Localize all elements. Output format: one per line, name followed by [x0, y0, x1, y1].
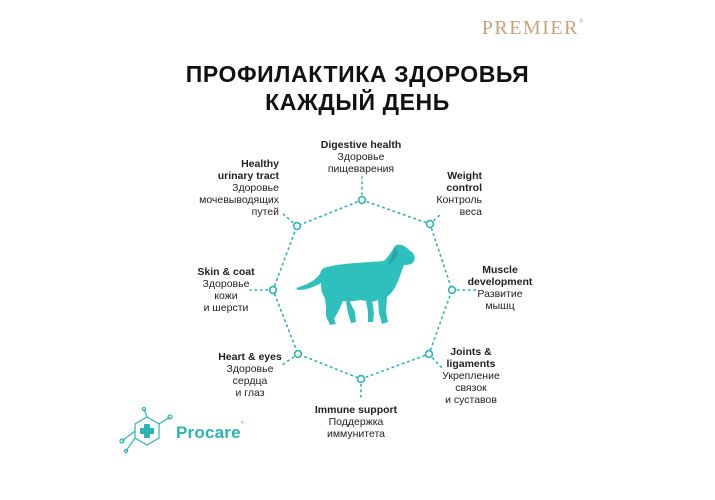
- benefit-desc-line: Развитие: [477, 288, 523, 300]
- node-heart: [295, 351, 302, 358]
- benefit-title: Digestive health: [320, 139, 402, 151]
- benefit-desc-line: и шерсти: [203, 302, 249, 314]
- benefit-desc-line: Здоровье: [202, 278, 250, 290]
- benefit-desc-line: связок: [455, 382, 487, 394]
- benefit-title: Weight control: [446, 170, 482, 194]
- benefit-desc-line: и суставов: [445, 394, 497, 406]
- benefit-title: Muscle development: [467, 264, 533, 288]
- registered-mark: ®: [578, 19, 585, 25]
- benefit-desc-line: Здоровье: [337, 151, 385, 163]
- benefit-desc-line: Здоровье: [232, 182, 279, 194]
- benefit-desc-line: Поддержка: [328, 416, 384, 428]
- benefit-desc-line: сердца: [232, 375, 268, 387]
- benefit-desc-line: Укрепление: [442, 370, 500, 382]
- benefit-desc-line: кожи: [214, 290, 238, 302]
- benefit-heart-eyes: [218, 351, 282, 399]
- node-digestive: [359, 197, 366, 204]
- title-line-2: КАЖДЫЙ ДЕНЬ: [265, 89, 450, 115]
- benefit-skin-coat: [197, 266, 254, 314]
- benefit-desc-line: путей: [251, 206, 279, 218]
- procare-logo-text: [176, 420, 245, 443]
- benefit-desc-line: мочевыводящих: [199, 194, 279, 206]
- benefit-digestive-health: [321, 139, 402, 175]
- premier-logo-text: PREMIER: [481, 17, 579, 39]
- benefit-desc-line: Контроль: [436, 194, 482, 206]
- benefit-weight-control: [436, 170, 482, 218]
- benefit-joints-ligaments: [442, 346, 500, 406]
- benefit-immune-support: [315, 404, 397, 440]
- benefit-title: Immune support: [314, 404, 398, 416]
- benefit-title: Joints & ligaments: [446, 346, 496, 370]
- node-joints: [426, 351, 433, 358]
- benefit-desc-line: и глаз: [235, 387, 265, 399]
- procare-mark: °: [240, 420, 245, 429]
- node-weight: [427, 221, 434, 228]
- benefit-desc-line: иммунитета: [326, 428, 386, 440]
- dog-icon: [296, 245, 415, 325]
- node-skin: [270, 287, 277, 294]
- procare-molecule-icon: [118, 407, 176, 455]
- node-urinary: [294, 223, 301, 230]
- benefit-desc-line: мышц: [485, 300, 515, 312]
- benefit-title: Skin & coat: [197, 266, 255, 278]
- benefit-desc-line: пищеварения: [327, 163, 395, 175]
- benefit-muscle-development: [468, 264, 533, 312]
- procare-name: Procare: [176, 423, 241, 442]
- benefit-title: Heart & eyes: [218, 351, 282, 363]
- benefit-desc-line: Здоровье: [226, 363, 274, 375]
- benefit-urinary-tract: [199, 158, 279, 218]
- node-immune: [358, 376, 365, 383]
- benefit-desc-line: веса: [459, 206, 482, 218]
- benefit-title: Healthy urinary tract: [217, 158, 279, 182]
- title-line-1: ПРОФИЛАКТИКА ЗДОРОВЬЯ: [185, 61, 530, 87]
- node-muscle: [449, 287, 456, 294]
